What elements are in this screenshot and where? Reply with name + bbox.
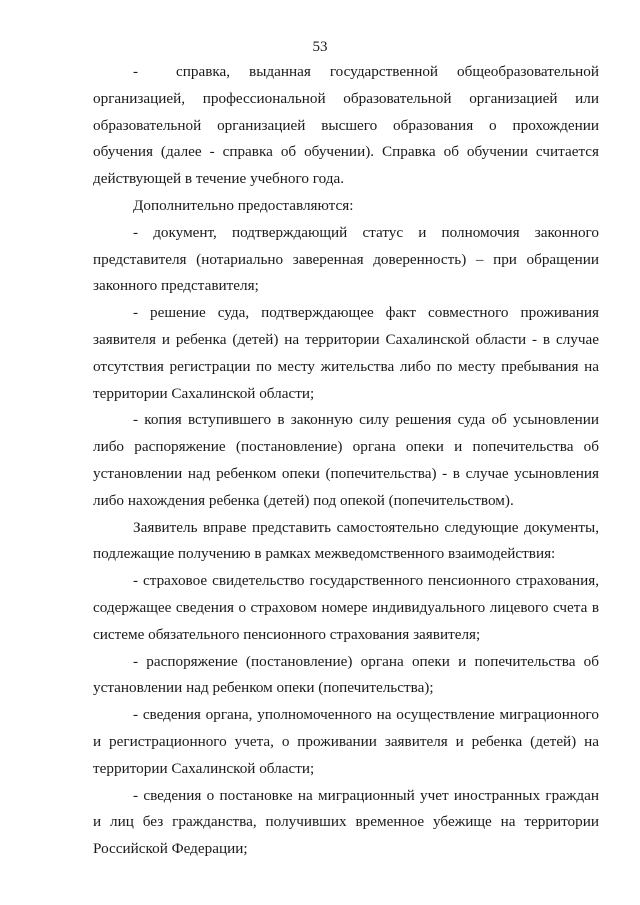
paragraph-court-decision-adoption: - копия вступившего в законную силу решения суда об усыновлении либо распоряжение (постановление) органа опеки и попечительства об установлении над ребенком опеки (попечительства) - в случае усыновления либо нахождения ребенка (детей) под опекой (попечительством). [93, 411, 599, 509]
document-body [93, 59, 599, 863]
paragraph-guardianship-order: - распоряжение (постановление) органа опеки и попечительства об установлении над ребенком опеки (попечительства); [93, 652, 599, 697]
paragraph-education-certificate: - справка, выданная государственной общеобразовательной организацией, профессиональной образовательной организацией или образовательной организацией высшего образования о прохождении обучения (далее - справка об обучении). Справка об обучении считается действующей в течение учебного года. [93, 63, 599, 188]
paragraph-court-decision-residence: - решение суда, подтверждающее факт совместного проживания заявителя и ребенка (детей) на территории Сахалинской области - в случае отсутствия регистрации по месту жительства либо по месту пребывания на территории Сахалинской области; [93, 304, 599, 402]
page-number: 53 [312, 39, 328, 55]
paragraph-additional-heading: Дополнительно предоставляются: [133, 196, 354, 214]
paragraph-applicant-right: Заявитель вправе представить самостоятельно следующие документы, подлежащие получению в рамках межведомственного взаимодействия: [93, 518, 599, 563]
paragraph-temporary-asylum: - сведения о постановке на миграционный учет иностранных граждан и лиц без гражданства, получивших временное убежище на территории Российской Федерации; [93, 786, 599, 858]
paragraph-representative-document: - документ, подтверждающий статус и полномочия законного представителя (нотариально заверенная доверенность) – при обращении законного представителя; [93, 223, 599, 295]
paragraph-insurance-certificate: - страховое свидетельство государственного пенсионного страхования, содержащее сведения о страховом номере индивидуального лицевого счета в системе обязательного пенсионного страхования заявителя; [93, 572, 599, 643]
paragraph-migration-residence: - сведения органа, уполномоченного на осуществление миграционного и регистрационного учета, о проживании заявителя и ребенка (детей) на территории Сахалинской области; [93, 706, 599, 777]
